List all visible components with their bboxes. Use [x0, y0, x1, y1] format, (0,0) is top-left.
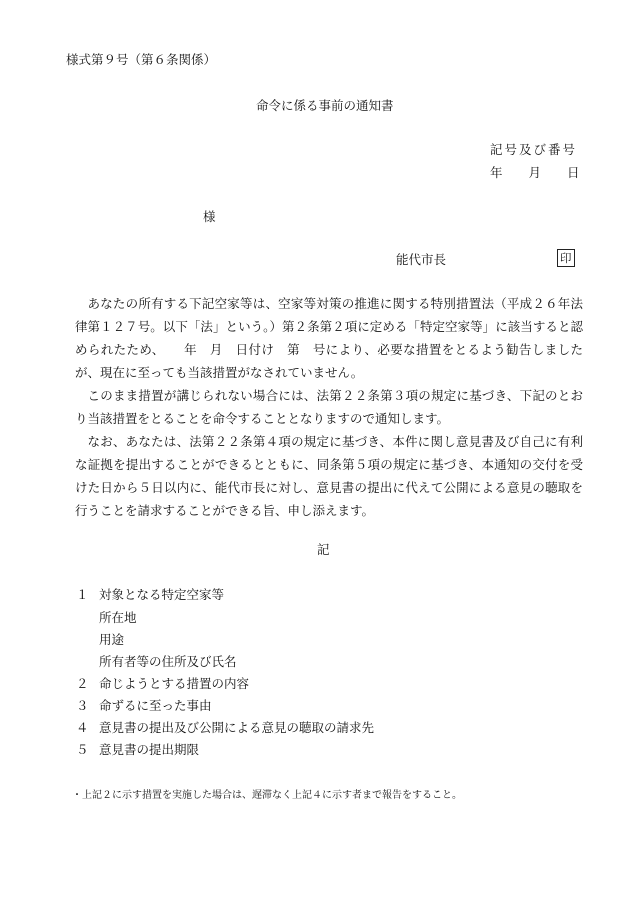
list-item: 命ずるに至った事由 [99, 698, 212, 713]
list-item: 所在地 [99, 610, 137, 625]
addressee-suffix: 様 [203, 209, 216, 224]
item-number: ２ [76, 676, 89, 691]
list-item: 用途 [99, 632, 125, 647]
list-item: 意見書の提出及び公開による意見の聴取の請求先 [99, 720, 375, 735]
document-title: 命令に係る事前の通知書 [256, 98, 394, 113]
item-number: ４ [76, 720, 89, 735]
list-item: 所有者等の住所及び氏名 [99, 654, 237, 669]
item-number: ３ [76, 698, 89, 713]
ki-heading: 記 [317, 542, 330, 557]
sender-name: 能代市長 [396, 252, 447, 267]
form-label: 様式第９号（第６条関係） [66, 52, 217, 67]
item-number: ５ [76, 742, 89, 757]
footnote: ・上記２に示す措置を実施した場合は、遅滞なく上記４に示す者まで報告をすること。 [72, 790, 462, 801]
list-item: 意見書の提出期限 [99, 742, 200, 757]
list-item: 対象となる特定空家等 [99, 587, 225, 602]
seal-mark: 印 [557, 249, 575, 267]
date-line: 年 月 日 [490, 165, 580, 180]
paragraph-3: なお、あなたは、法第２２条第４項の規定に基づき、本件に関し意見書及び自己に有利な証拠を提出することができるとともに、同条第５項の規定に基づき、本通知の交付を受けた日から５日以内に、能代市長に対し、意見書の提出に代えて公開による意見の聴取を行うことを請求することができる旨、申し添えます。 [75, 434, 583, 518]
paragraph-1: あなたの所有する下記空家等は、空家等対策の推進に関する特別措置法（平成２６年法律第１２７号。以下「法」という。）第２条第２項に定める「特定空家等」に該当すると認められたため、 年 月 日付け 第 号により、必要な措置をとるよう勧告しましたが、現在に至っても当該措置がなされていません。 [75, 296, 583, 380]
paragraph-2: このまま措置が講じられない場合には、法第２２条第３項の規定に基づき、下記のとおり当該措置をとることを命令することとなりますので通知します。 [75, 388, 583, 426]
doc-number-label: 記号及び番号 [490, 142, 578, 157]
item-number: １ [76, 587, 89, 602]
list-item: 命じようとする措置の内容 [99, 676, 250, 691]
